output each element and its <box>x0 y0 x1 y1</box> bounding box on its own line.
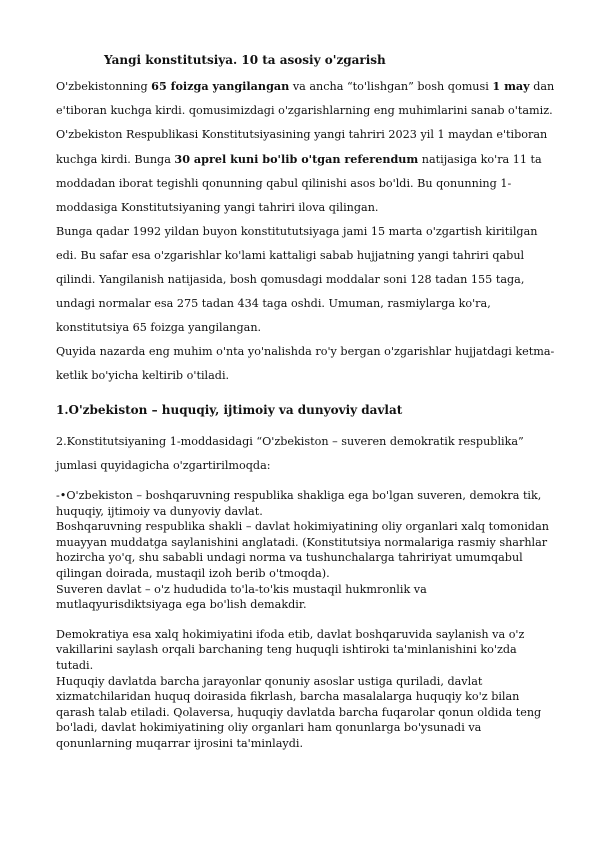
definition-paragraph: -•O'zbekiston – boshqaruvning respublika shakliga ega bo'lgan suveren, demokra tik, huquqiy, ijtimoiy va dunyoviy davlat. <box>56 489 542 518</box>
document-title: Yangi konstitutsiya. 10 ta asosiy o'zgarish <box>104 53 386 67</box>
article-1-paragraph: 2.Konstitutsiyaning 1-moddasidagi “O'zbekiston – suveren demokratik respublika” jumlasi quyidagicha o'zgartirilmoqda: <box>56 435 524 472</box>
history-paragraph: Bunga qadar 1992 yildan buyon konstitututsiyaga jami 15 marta o'zgartish kiritilgan edi. Bu safar esa o'zgarishlar ko'lami kattaligi sabab hujjatning yangi tahriri qabul qilindi. Yangilanish natijasida, bosh qomusdagi moddalar soni 128 tadan 155 taga, undagi normalar esa 275 tadan 434 taga oshdi. Umuman, rasmiylarga ko'ra, konstitutsiya 65 foizga yangilangan. <box>56 225 538 334</box>
intro-paragraph: O'zbekistonning 65 foizga yangilangan va ancha “to'lishgan” bosh qomusi 1 may dan e'tiboran kuchga kirdi. qomusimizdagi o'zgarishlarning eng muhimlarini sanab o'tamiz. O'zbekiston Respublikasi Konstitutsiyasining yangi tahriri 2023 yil 1 maydan e'tiboran kuchga kirdi. Bunga 30 aprel kuni bo'lib o'tgan referendum natijasiga ko'ra 11 ta moddadan iborat tegishli qonunning qabul qilinishi asos bo'ldi. Bu qonunning 1-moddasiga Konstitutsiyaning yangi tahriri ilova qilingan. <box>56 79 555 214</box>
republic-form-paragraph: Boshqaruvning respublika shakli – davlat hokimiyatining oliy organlari xalq tomonidan muayyan muddatga saylanishini anglatadi. (Konstitutsiya normalariga rasmiy sharhlar hozircha yo'q, shu sababli undagi norma va tushunchalarga tahririyat umumqabul qilingan doirada, mustaqil izoh berib o'tmoqda). <box>56 520 549 580</box>
sovereign-state-paragraph: Suveren davlat – o'z hududida to'la-to'kis mustaqil hukmronlik va mutlaqyurisdiktsiyaga ega bo'lish demakdir. <box>56 582 427 612</box>
legal-state-paragraph: Huquqiy davlatda barcha jarayonlar qonuniy asoslar ustiga quriladi, davlat xizmatchilaridan huquq doirasida fikrlash, barcha masalalarga huquqiy ko'z bilan qarash talab etiladi. Qolaversa, huquqiy davlatda barcha fuqarolar qonun oldida teng bo'ladi, davlat hokimiyatining oliy organlari ham qonunlarga bo'ysunadi va qonunlarning muqarrar ijrosini ta'minlaydi. <box>56 674 542 750</box>
overview-paragraph: Quyida nazarda eng muhim o'nta yo'nalishda ro'y bergan o'zgarishlar hujjatdagi ketma-ketlik bo'yicha keltirib o'tiladi. <box>56 345 555 382</box>
section-heading-1: 1.O'zbekiston – huquqiy, ijtimoiy va dunyoviy davlat <box>56 403 403 417</box>
democracy-paragraph: Demokratiya esa xalq hokimiyatini ifoda etib, davlat boshqaruvida saylanish va o'z vakillarini saylash orqali barchaning teng huquqli ishtiroki ta'minlanishini ko'zda tutadi. <box>56 627 525 672</box>
